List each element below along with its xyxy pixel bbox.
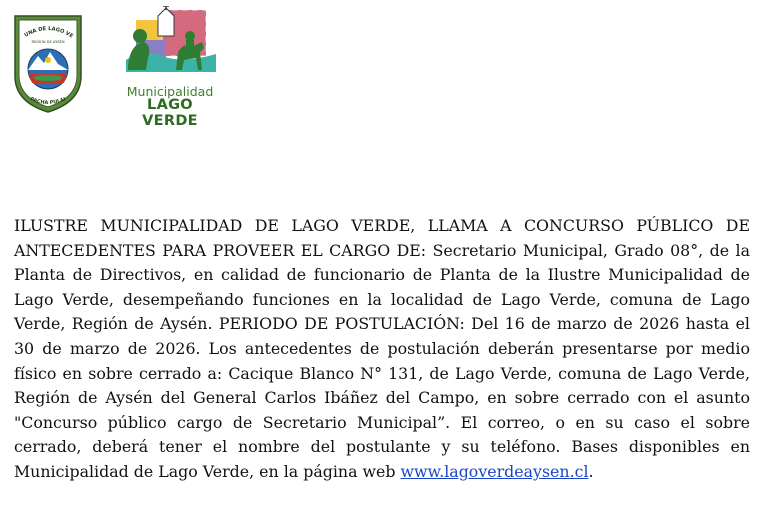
logo-line-lago-verde: LAGO VERDE [142,97,198,129]
logo-illustration [118,6,222,86]
website-link[interactable]: www.lagoverdeaysen.cl [400,461,589,481]
shield-bottom-text: PACHA PULAI [29,96,67,107]
announcement-body: ILUSTRE MUNICIPALIDAD DE LAGO VERDE, LLAMA A CONCURSO PÚBLICO DE ANTECEDENTES PARA PROVEER EL CARGO DE: Secretario Municipal, Grado 08°, de la Planta de Directivos, en calidad de funcionario de Planta de la Ilustre Municipalidad de Lago Verde, desempeñando funciones en la localidad de Lago Verde, comuna de Lago Verde, Región de Aysén. PERIODO DE POSTULACIÓN: Del 16 de marzo de 2026 hasta el 30 de marzo de 2026. Los antecedentes de postulación deberán presentarse por medio físico en sobre cerrado a: Cacique Blanco N° 131, de Lago Verde, comuna de Lago Verde, Región de Aysén del General Carlos Ibáñez del Campo, en sobre cerrado con el asunto "Concurso público cargo de Secretario Municipal”. El correo, o en su caso el sobre cerrado, deberá tener el nombre del postulante y su teléfono. Bases disponibles en Municipalidad de Lago Verde, en la página web [14,216,750,481]
shield-top-text: UNA DE LAGO VE [23,25,74,40]
shield-sub-text: REGION DE AYSÉN [31,40,65,44]
logo-line-municipalidad: Municipalidad [126,84,214,99]
municipalidad-logo [118,6,222,129]
announcement-tail: . [588,461,594,481]
concurso-announcement [14,214,750,485]
comuna-shield-logo [12,12,84,114]
